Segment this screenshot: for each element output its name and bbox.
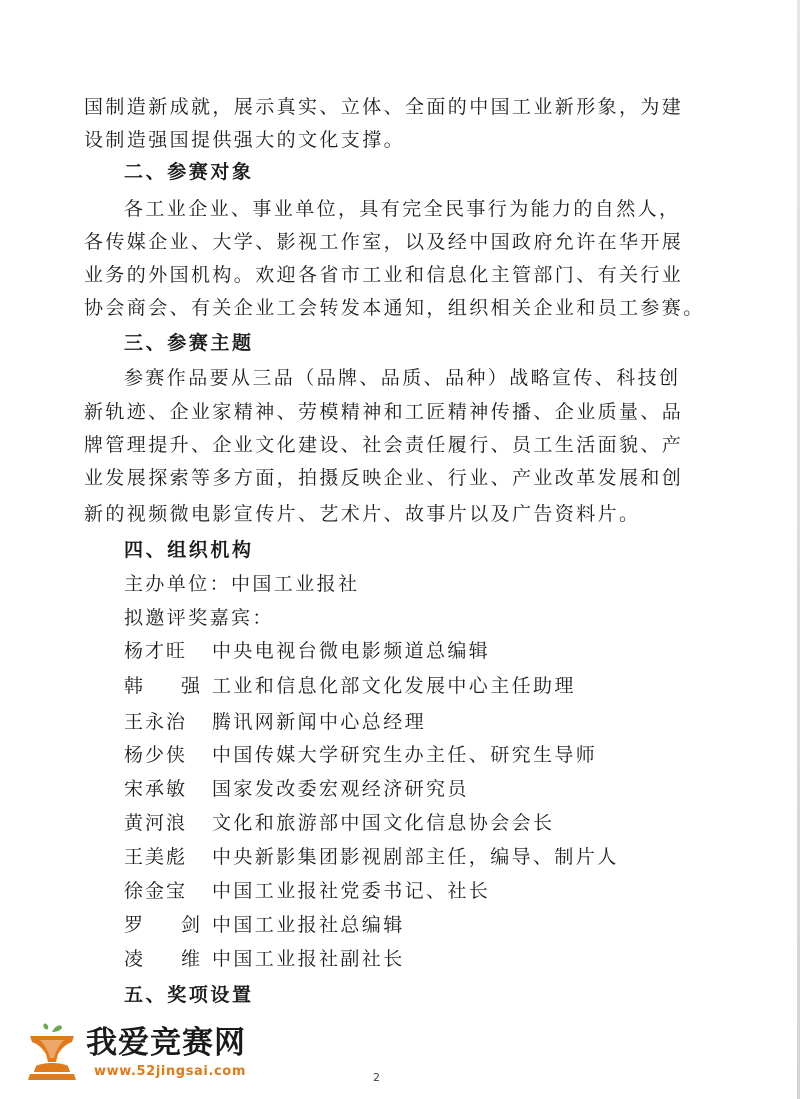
judge-row [124,811,554,835]
judge-title: 中央电视台微电影频道总编辑 [212,640,491,662]
page-number: 2 [373,1071,380,1084]
body-line: 业发展探索等多方面，拍摄反映企业、行业、产业改革发展和创 [84,467,684,489]
judge-name: 徐金宝 [124,880,188,902]
judge-title: 中国工业报社副社长 [212,948,405,970]
body-line: 各工业企业、事业单位，具有完全民事行为能力的自然人， [124,198,681,220]
body-line: 参赛作品要从三品（品牌、品质、品种）战略宣传、科技创 [124,367,681,389]
section-heading-awards: 五、奖项设置 [124,984,254,1006]
judge-name: 黄河浪 [124,812,188,834]
body-line: 协会商会、有关企业工会转发本通知，组织相关企业和员工参赛。 [84,297,705,319]
body-line: 业务的外国机构。欢迎各省市工业和信息化主管部门、有关行业 [84,264,684,286]
judge-title: 中国传媒大学研究生办主任、研究生导师 [212,744,598,766]
judge-name: 罗 剑 [124,914,217,936]
judge-name: 杨少侠 [124,744,188,766]
judge-row [124,743,597,767]
judge-row [124,674,576,698]
body-line: 各传媒企业、大学、影视工作室，以及经中国政府允许在华开展 [84,231,684,253]
host-unit-line: 主办单位：中国工业报社 [124,573,360,595]
judge-row [124,639,490,663]
judge-name: 韩 强 [124,675,217,697]
section-heading-organization: 四、组织机构 [124,539,254,561]
judge-row [124,777,469,801]
body-line: 新轨迹、企业家精神、劳模精神和工匠精神传播、企业质量、品 [84,401,684,423]
body-line: 新的视频微电影宣传片、艺术片、故事片以及广告资料片。 [84,503,641,525]
judge-row [124,845,619,869]
body-line: 设制造强国提供强大的文化支撑。 [84,129,406,151]
judge-title: 工业和信息化部文化发展中心主任助理 [212,675,576,697]
judge-title: 国家发改委宏观经济研究员 [212,778,469,800]
judge-row [124,947,405,971]
judge-row [124,710,426,734]
watermark-title: 我爱竞赛网 [86,1025,246,1061]
section-heading-participants: 二、参赛对象 [124,161,254,183]
section-heading-theme: 三、参赛主题 [124,332,254,354]
judge-row [124,879,490,903]
judge-name: 王美彪 [124,846,188,868]
judge-row [124,913,405,937]
watermark-url[interactable]: www.52jingsai.com [94,1064,246,1079]
judges-intro: 拟邀评奖嘉宾： [124,607,274,629]
judge-name: 宋承敏 [124,778,188,800]
body-line: 国制造新成就，展示真实、立体、全面的中国工业新形象，为建 [84,96,684,118]
body-line: 牌管理提升、企业文化建设、社会责任履行、员工生活面貌、产 [84,434,684,456]
judge-title: 文化和旅游部中国文化信息协会会长 [212,812,555,834]
judge-title: 中国工业报社总编辑 [212,914,405,936]
judge-name: 凌 维 [124,948,217,970]
judge-title: 腾讯网新闻中心总经理 [212,711,427,733]
trophy-cup-icon [22,1022,82,1082]
judge-name: 王永治 [124,711,188,733]
judge-title: 中国工业报社党委书记、社长 [212,880,491,902]
judge-name: 杨才旺 [124,640,188,662]
watermark [22,1022,272,1088]
judge-title: 中央新影集团影视剧部主任，编导、制片人 [212,846,619,868]
